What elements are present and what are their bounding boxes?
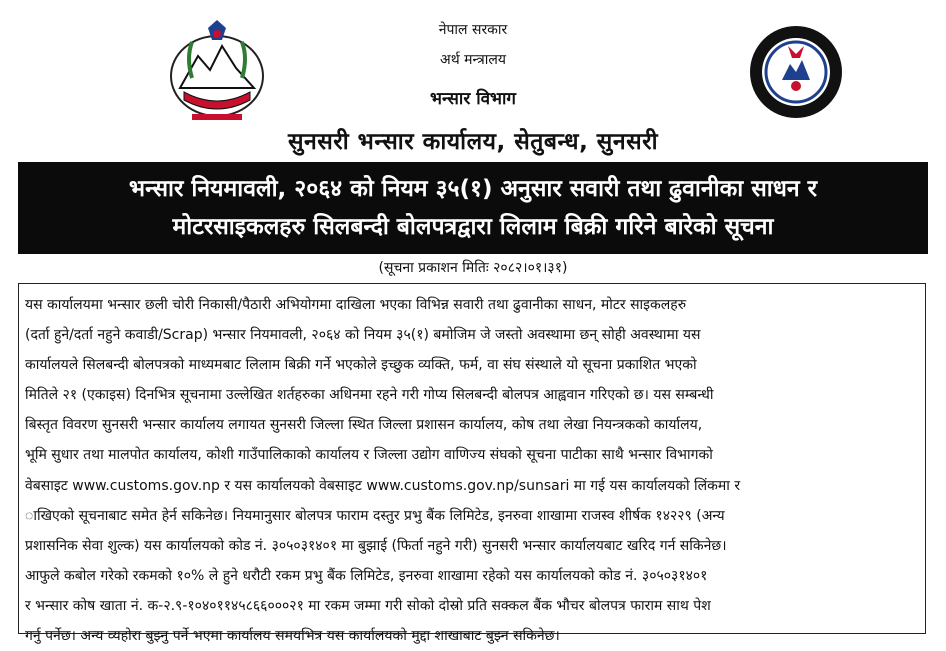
notice-line: र भन्सार कोष खाता नं. क-२.९-१०४०११४५८६६०००२१ मा रकम जम्मा गरी सोको दोस्रो प्रति सक्कल बैंक भौचर बोलपत्र फाराम साथ पेश [25,597,711,614]
notice-line: ाखिएको सूचनाबाट समेत हेर्न सकिनेछ। नियमानुसार बोलपत्र फाराम दस्तुर प्रभु बैंक लिमिटेड, इनरुवा शाखामा राजस्व शीर्षक १४२२९ (अन्य [25,507,725,524]
department-name: भन्सार विभाग [430,89,516,109]
notice-title-line-2: मोटरसाइकलहरु सिलबन्दी बोलपत्रद्वारा लिलाम बिक्री गरिने बारेको सूचना [172,214,774,240]
notice-line: भूमि सुधार तथा मालपोत कार्यालय, कोशी गाउँपालिकाको कार्यालय र जिल्ला उद्योग वाणिज्य संघको सूचना पाटीका साथै भन्सार विभागको [25,447,713,464]
notice-line: कार्यालयले सिलबन्दी बोलपत्रको माध्यमबाट लिलाम बिक्री गर्ने भएकोले इच्छुक व्यक्ति, फर्म, वा संघ संस्थाले यो सूचना प्रकाशित भएको [25,357,697,374]
notice-paragraph [25,290,917,651]
ministry-name: अर्थ मन्त्रालय [440,52,506,68]
govt-name: नेपाल सरकार [438,22,508,38]
notice-line: वेबसाइट www.customs.gov.np र यस कार्यालयको वेबसाइट www.customs.gov.np/sunsari मा गई यस कार्यालयको लिंकमा र [25,477,741,494]
notice-line: मितिले २१ (एकाइस) दिनभित्र सूचनामा उल्लेखित शर्तहरुका अधिनमा रहने गरी गोप्य सिलबन्दी बोलपत्र आह्ववान गरिएको छ। यस सम्बन्धी [25,387,714,404]
publication-date: (सूचना प्रकाशन मितिः २०८२।०१।३१) [378,260,568,276]
notice-line: प्रशासनिक सेवा शुल्क) यस कार्यालयको कोड नं. ३०५०३१४०१ मा बुझाई (फिर्ता नहुने गरी) सुनसरी भन्सार कार्यालयबाट खरिद गर्न सकिनेछ। [25,537,727,554]
letterhead [0,0,946,160]
notice-title-band [18,162,928,254]
notice-line: यस कार्यालयमा भन्सार छली चोरी निकासी/पैठारी अभियोगमा दाखिला भएका विभिन्न सवारी तथा ढुवानीका साधन, मोटर साइकलहरु [25,297,687,313]
nepal-customs-seal-icon [748,24,844,120]
notice-line: गर्नु पर्नेछ। अन्य व्यहोरा बुझ्नु पर्ने भएमा कार्यालय समयभित्र यस कार्यालयको मुद्दा शाखाबाट बुझ्न सकिनेछ। [25,628,560,645]
notice-line: आफुले कबोल गरेको रकमको १०% ले हुने धरौटी रकम प्रभु बैंक लिमिटेड, इनरुवा शाखामा रहेको यस कार्यालयको कोड नं. ३०५०३१४०१ [25,567,708,584]
notice-line: (दर्ता हुने/दर्ता नहुने कवाडी/Scrap) भन्सार नियमावली, २०६४ को नियम ३५(१) बमोजिम जे जस्तो अवस्थामा छन् सोही अवस्थामा यस [25,327,701,344]
notice-title-line-1: भन्सार नियमावली, २०६४ को नियम ३५(१) अनुसार सवारी तथा ढुवानीका साधन र [128,176,818,202]
notice-body [18,283,926,645]
notice-line: बिस्तृत विवरण सुनसरी भन्सार कार्यालय लगायत सुनसरी जिल्ला स्थित जिल्ला प्रशासन कार्यालय, कोष तथा लेखा नियन्त्रकको कार्यालय, [25,417,703,434]
office-name: सुनसरी भन्सार कार्यालय, सेतुबन्ध, सुनसरी [287,129,659,155]
